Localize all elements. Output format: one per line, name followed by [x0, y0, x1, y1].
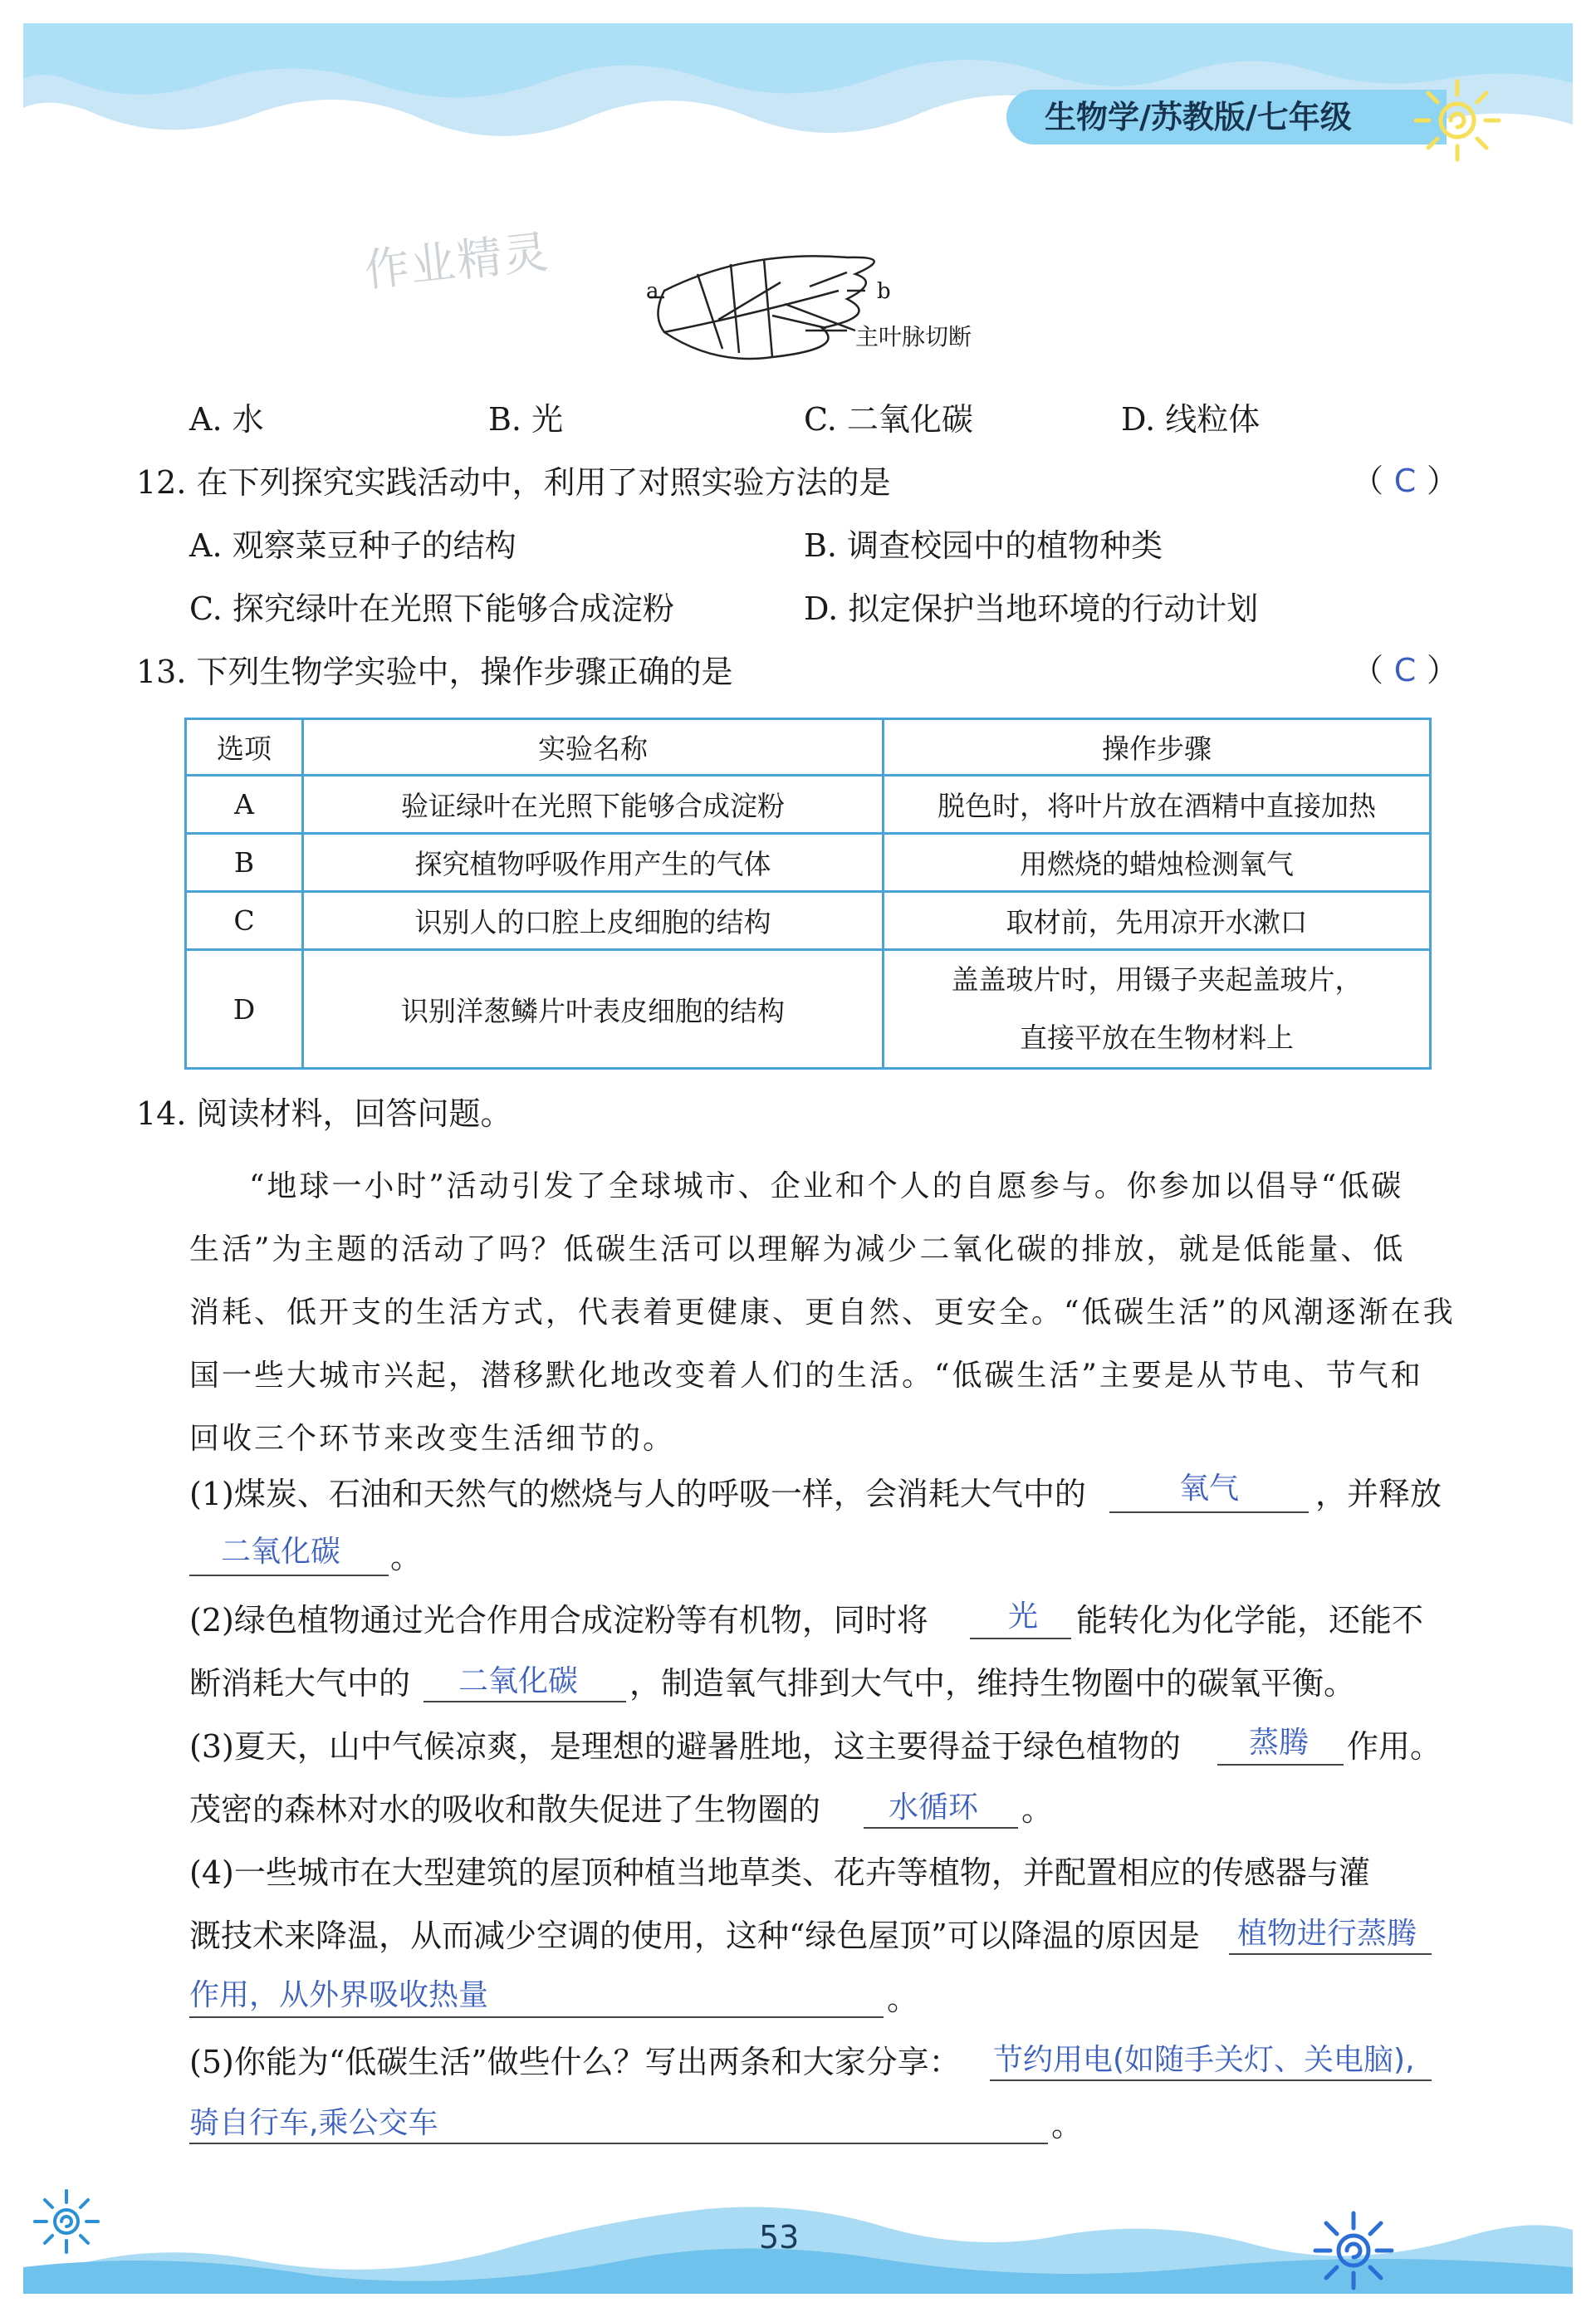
table-cell-option: D: [186, 950, 303, 1069]
passage-line-2: 生活”为主题的活动了吗？低碳生活可以理解为减少二氧化碳的排放，就是低能量、低: [189, 1232, 1406, 1266]
table-row: [186, 776, 1431, 834]
q14-5-answer-1: 节约用电(如随手关灯、关电脑),: [993, 2043, 1415, 2077]
q14-3-answer-2: 水循环: [889, 1790, 979, 1825]
q14-2-answer-2: 二氧化碳: [458, 1664, 579, 1698]
table-cell-steps-line1: 盖盖玻片时，用镊子夹起盖玻片，: [951, 963, 1363, 996]
q14-2-text-b: 能转化为化学能，还能不: [1076, 1602, 1424, 1639]
q14-1-text-a: (1)煤炭、石油和天然气的燃烧与人的呼吸一样，会消耗大气中的: [189, 1476, 1086, 1512]
q14-4-text-a: (4)一些城市在大型建筑的屋顶种植当地草类、花卉等植物，并配置相应的传感器与灌: [189, 1854, 1370, 1891]
passage-line-4: 国一些大城市兴起，潜移默化地改变着人们的生活。“低碳生活”主要是从节电、节气和: [189, 1359, 1423, 1393]
q14-4-blank-1: [1229, 1953, 1432, 1955]
q14-2-answer-1: 光: [1008, 1599, 1039, 1634]
q14-5-blank-2: [189, 2143, 1048, 2144]
q14-3-text-b: 作用。: [1347, 1728, 1442, 1765]
table-header-steps: 操作步骤: [884, 719, 1431, 776]
q14-2-blank-2: [423, 1701, 626, 1702]
q11-option-c: C. 二氧化碳: [804, 401, 973, 438]
table-cell-option: C: [186, 892, 303, 950]
q14-1-text-b: ，并释放: [1315, 1476, 1442, 1512]
q13-stem: 13. 下列生物学实验中，操作步骤正确的是: [136, 654, 733, 690]
table-cell-steps: [884, 950, 1431, 1069]
q14-5-answer-2: 骑自行车,乘公交车: [189, 2106, 438, 2140]
q14-4-text-b: 溉技术来降温，从而减少空调的使用，这种“绿色屋顶”可以降温的原因是: [189, 1918, 1200, 1954]
leaf-label-a: a: [646, 279, 659, 304]
table-row: [186, 950, 1431, 1069]
watermark: 作业精灵: [361, 225, 553, 297]
q11-option-b: B. 光: [488, 401, 564, 438]
q12-option-a: A. 观察菜豆种子的结构: [189, 527, 516, 564]
q14-3-end: 。: [1021, 1791, 1054, 1828]
table-cell-steps-line2: 直接平放在生物材料上: [1020, 1021, 1294, 1054]
sun-icon: [1403, 75, 1511, 166]
leaf-label-b: b: [877, 279, 891, 304]
table-cell-option: B: [186, 834, 303, 892]
q14-3-text-c: 茂密的森林对水的吸收和散失促进了生物圈的: [189, 1791, 821, 1828]
q14-1-answer-2: 二氧化碳: [221, 1535, 341, 1569]
passage-line-5: 回收三个环节来改变生活细节的。: [189, 1422, 676, 1456]
experiment-table: [184, 718, 1432, 1070]
table-cell-steps: 用燃烧的蜡烛检测氧气: [884, 834, 1431, 892]
q14-2-blank-1: [970, 1638, 1071, 1639]
q14-4-end: 。: [887, 1981, 919, 2017]
q14-5-end: 。: [1051, 2107, 1084, 2143]
table-cell-name: 识别人的口腔上皮细胞的结构: [303, 892, 884, 950]
table-row: [186, 892, 1431, 950]
q14-3-blank-1: [1217, 1764, 1344, 1766]
q11-option-a: A. 水: [189, 401, 264, 438]
q14-4-blank-2: [189, 2016, 884, 2018]
table-row: [186, 834, 1431, 892]
table-header-name: 实验名称: [303, 719, 884, 776]
q14-3-answer-1: 蒸腾: [1249, 1726, 1310, 1760]
q11-option-d: D. 线粒体: [1121, 401, 1261, 438]
q14-5-blank-1: [990, 2079, 1432, 2081]
sun-icon-left: [25, 2184, 108, 2259]
q14-2-text-c: 断消耗大气中的: [189, 1665, 411, 1702]
q12-option-c: C. 探究绿叶在光照下能够合成淀粉: [189, 590, 674, 627]
q14-1-blank-1: [1109, 1511, 1309, 1513]
q14-1-answer-1: 氧气: [1179, 1472, 1240, 1506]
q14-1-end: 。: [390, 1539, 423, 1575]
page-number: 53: [759, 2219, 800, 2256]
passage-line-1: “地球一小时”活动引发了全球城市、企业和个人的自愿参与。你参加以倡导“低碳: [249, 1169, 1404, 1203]
table-header-row: [186, 719, 1431, 776]
q12-option-d: D. 拟定保护当地环境的行动计划: [804, 590, 1259, 627]
q14-stem: 14. 阅读材料，回答问题。: [136, 1095, 512, 1132]
q14-4-answer-2: 作用，从外界吸收热量: [189, 1978, 489, 2012]
leaf-caption: 主叶脉切断: [855, 323, 972, 350]
q14-1-blank-2: [189, 1575, 389, 1576]
table-cell-option: A: [186, 776, 303, 834]
q13-answer-bracket: （ C ）: [1352, 652, 1459, 688]
q12-stem: 12. 在下列探究实践活动中，利用了对照实验方法的是: [136, 464, 891, 501]
q12-answer: C: [1393, 463, 1417, 499]
q14-3-blank-2: [864, 1827, 1018, 1829]
table-cell-name: 探究植物呼吸作用产生的气体: [303, 834, 884, 892]
q12-answer-bracket: （ C ）: [1352, 463, 1459, 499]
table-cell-name: 识别洋葱鳞片叶表皮细胞的结构: [303, 950, 884, 1069]
q14-2-text-a: (2)绿色植物通过光合作用合成淀粉等有机物，同时将: [189, 1602, 928, 1639]
passage-line-3: 消耗、低开支的生活方式，代表着更健康、更自然、更安全。“低碳生活”的风潮逐渐在我: [189, 1296, 1456, 1330]
q14-3-text-a: (3)夏天，山中气候凉爽，是理想的避暑胜地，这主要得益于绿色植物的: [189, 1728, 1181, 1765]
table-cell-steps: 脱色时，将叶片放在酒精中直接加热: [884, 776, 1431, 834]
q12-option-b: B. 调查校园中的植物种类: [804, 527, 1163, 564]
table-cell-name: 验证绿叶在光照下能够合成淀粉: [303, 776, 884, 834]
q14-4-answer-1: 植物进行蒸腾: [1237, 1917, 1417, 1951]
subject-label: 生物学/苏教版/七年级: [1045, 99, 1352, 135]
table-header-option: 选项: [186, 719, 303, 776]
table-cell-steps: 取材前，先用凉开水漱口: [884, 892, 1431, 950]
q14-5-text-a: (5)你能为“低碳生活”做些什么？写出两条和大家分享：: [189, 2044, 961, 2080]
sun-icon-right: [1304, 2205, 1403, 2296]
q13-answer: C: [1393, 652, 1417, 688]
q14-2-text-d: ，制造氧气排到大气中，维持生物圈中的碳氧平衡。: [629, 1665, 1356, 1702]
